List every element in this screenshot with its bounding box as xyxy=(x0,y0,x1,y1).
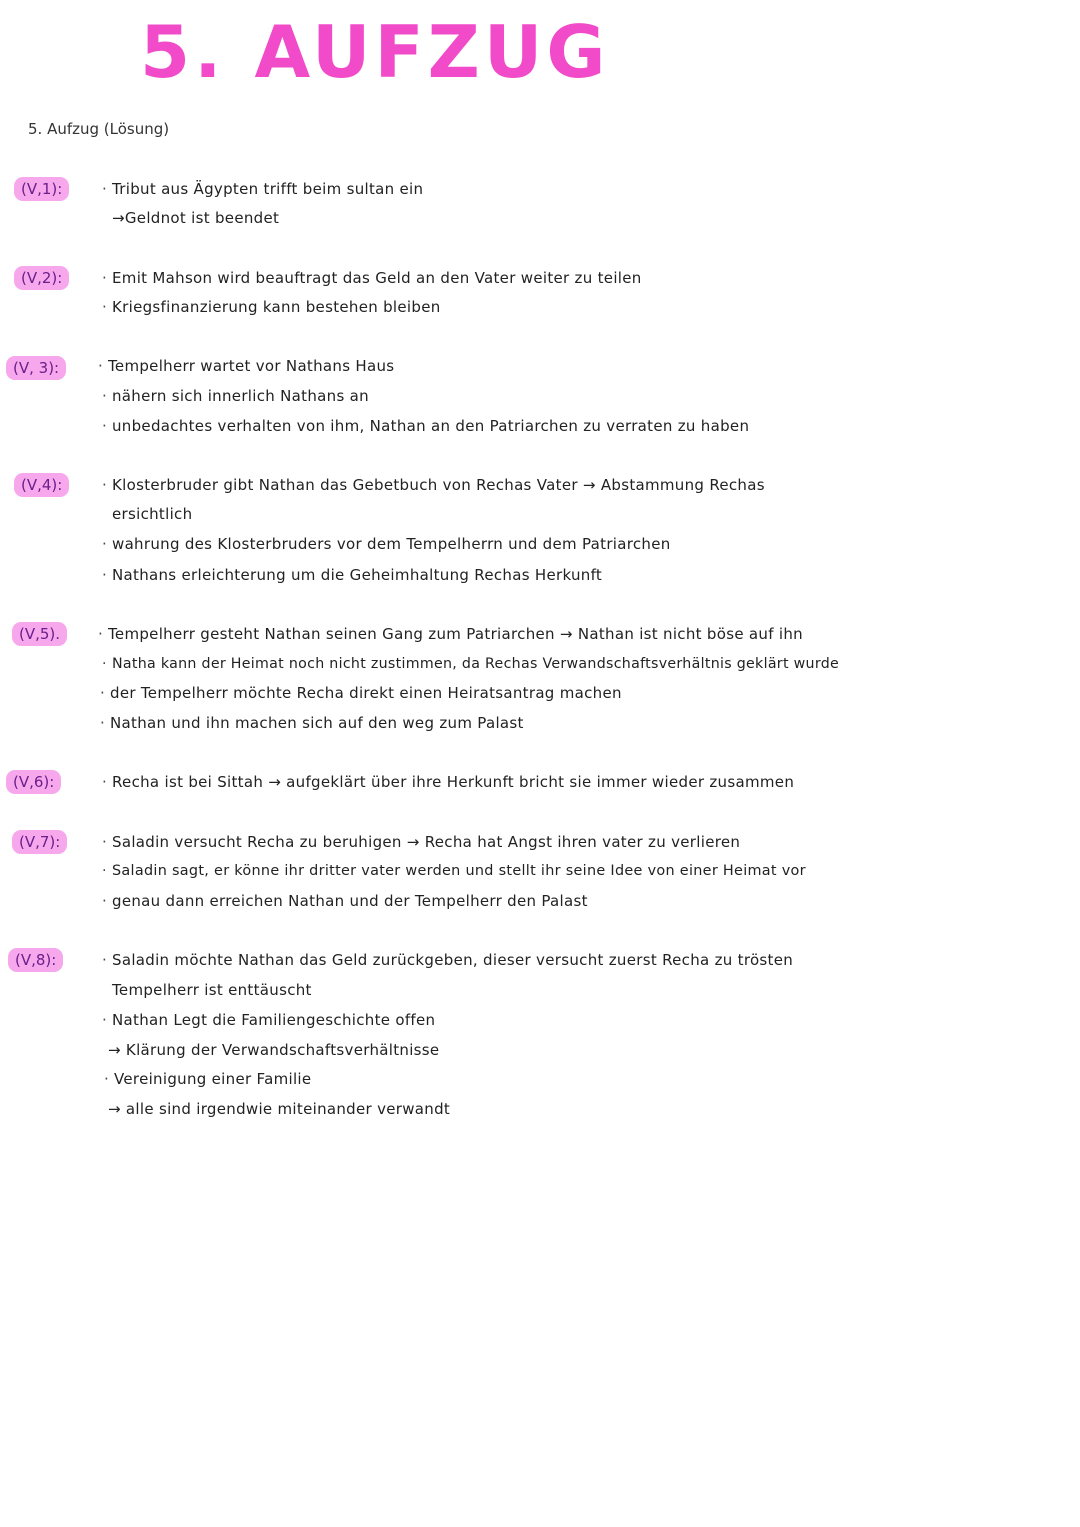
note-line: · genau dann erreichen Nathan und der Tempelherr den Palast xyxy=(112,891,588,911)
scene-tag: (V,7): xyxy=(12,830,67,854)
note-line: · nähern sich innerlich Nathans an xyxy=(112,386,369,406)
scene-tag: (V,8): xyxy=(8,948,63,972)
page-subtitle: 5. Aufzug (Lösung) xyxy=(28,120,170,138)
note-line: · Vereinigung einer Familie xyxy=(114,1069,311,1089)
scene-tag: (V,6): xyxy=(6,770,61,794)
scene-tag: (V, 3): xyxy=(6,356,66,380)
note-line: · Recha ist bei Sittah → aufgeklärt über ihre Herkunft bricht sie immer wieder zusammen xyxy=(112,772,794,792)
note-line: · Saladin möchte Nathan das Geld zurückgeben, dieser versucht zuerst Recha zu trösten xyxy=(112,950,793,970)
note-line: · Klosterbruder gibt Nathan das Gebetbuch von Rechas Vater → Abstammung Rechas xyxy=(112,475,765,495)
note-line: · Saladin sagt, er könne ihr dritter vater werden und stellt ihr seine Idee von einer Heimat vor xyxy=(112,861,806,881)
note-line: · Natha kann der Heimat noch nicht zustimmen, da Rechas Verwandschaftsverhältnis geklärt wurde xyxy=(112,654,839,674)
note-line: · unbedachtes verhalten von ihm, Nathan an den Patriarchen zu verraten zu haben xyxy=(112,416,749,436)
note-line: · Saladin versucht Recha zu beruhigen → Recha hat Angst ihren vater zu verlieren xyxy=(112,832,740,852)
note-line: Tempelherr ist enttäuscht xyxy=(112,981,312,999)
page-title: 5. AUFZUG xyxy=(140,10,610,94)
scene-tag: (V,1): xyxy=(14,177,69,201)
note-line: · Tempelherr gesteht Nathan seinen Gang zum Patriarchen → Nathan ist nicht böse auf ihn xyxy=(108,624,803,644)
note-line: · Nathan Legt die Familiengeschichte offen xyxy=(112,1010,435,1030)
note-line: · Emit Mahson wird beauftragt das Geld an den Vater weiter zu teilen xyxy=(112,268,642,288)
note-line: ersichtlich xyxy=(112,505,193,523)
note-line: · Tempelherr wartet vor Nathans Haus xyxy=(108,356,394,376)
note-line: · wahrung des Klosterbruders vor dem Tempelherrn und dem Patriarchen xyxy=(112,534,671,554)
scene-tag: (V,2): xyxy=(14,266,69,290)
note-line: · Nathan und ihn machen sich auf den weg zum Palast xyxy=(110,713,524,733)
note-line: · Kriegsfinanzierung kann bestehen bleiben xyxy=(112,297,441,317)
note-line: · Nathans erleichterung um die Geheimhaltung Rechas Herkunft xyxy=(112,565,602,585)
scene-tag: (V,4): xyxy=(14,473,69,497)
note-line: → alle sind irgendwie miteinander verwandt xyxy=(108,1100,451,1118)
note-line: · der Tempelherr möchte Recha direkt einen Heiratsantrag machen xyxy=(110,683,622,703)
note-line: · Tribut aus Ägypten trifft beim sultan ein xyxy=(112,179,423,199)
note-line: →Geldnot ist beendet xyxy=(112,209,280,227)
scene-tag: (V,5). xyxy=(12,622,67,646)
note-line: → Klärung der Verwandschaftsverhältnisse xyxy=(108,1041,440,1059)
